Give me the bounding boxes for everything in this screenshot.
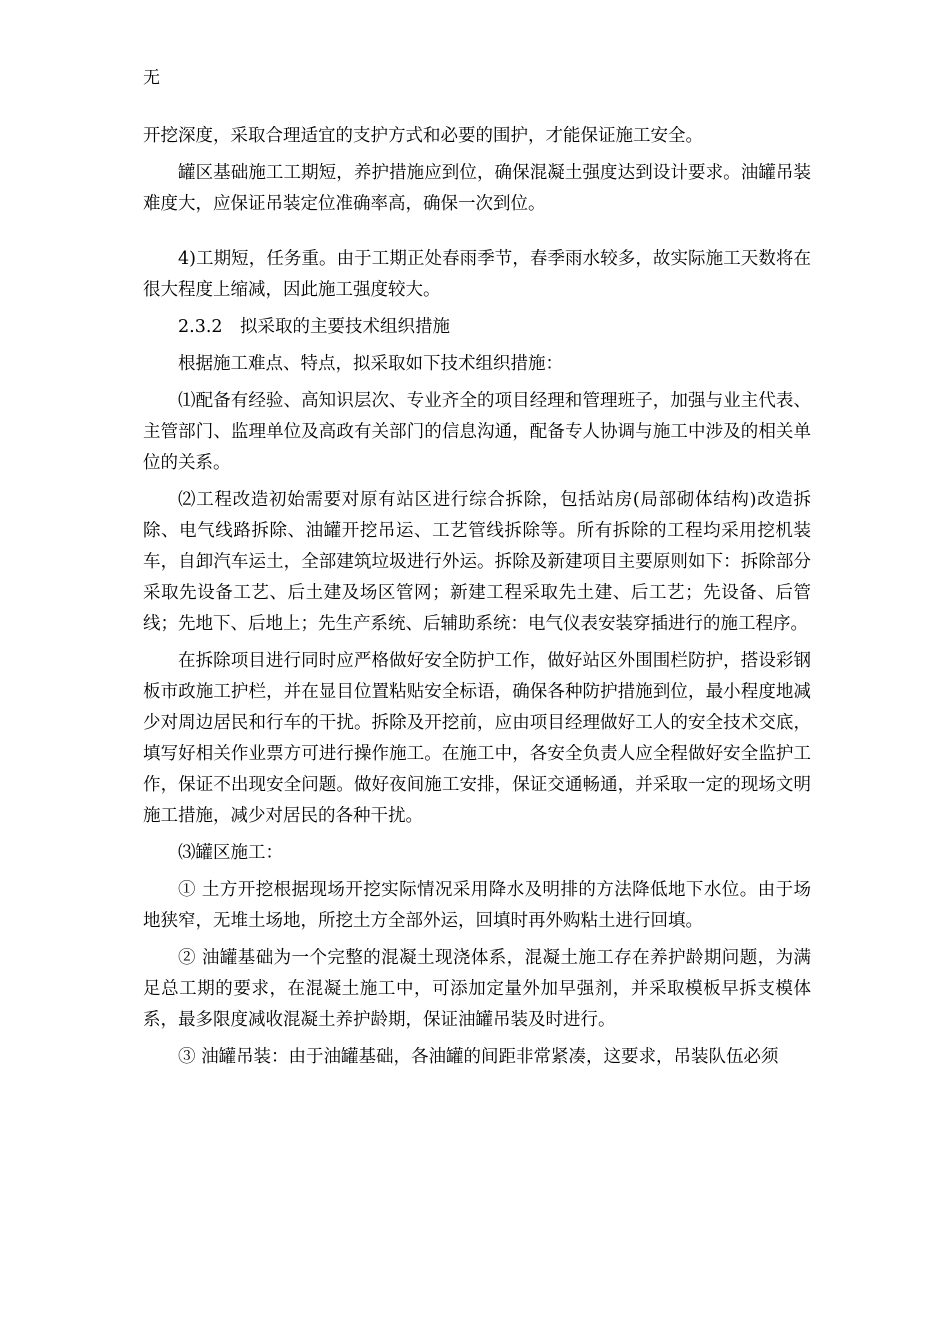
paragraph-subitem-1-earthwork: ① 土方开挖根据现场开挖实际情况采用降水及明排的方法降低地下水位。由于场地狭窄，无堆土场地，所挖土方全部外运，回填时再外购粘土进行回填。 — [143, 880, 811, 931]
paragraph-demolition-safety: 在拆除项目进行同时应严格做好安全防护工作，做好站区外围围栏防护，搭设彩钢板市政施工护栏，并在显目位置粘贴安全标语，确保各种防护措施到位，最小程度地减少对周边居民和行车的干扰。拆除及开挖前，应由项目经理做好工人的安全技术交底，填写好相关作业票方可进行操作施工。在施工中，各安全负责人应全程做好安全监护工作，保证不出现安全问题。做好夜间施工安排，保证交通畅通，并采取一定的现场文明施工措施，减少对居民的各种干扰。 — [143, 651, 811, 826]
document-body — [143, 121, 811, 1079]
paragraph-subitem-2-concrete: ② 油罐基础为一个完整的混凝土现浇体系，混凝土施工存在养护龄期问题，为满足总工期的要求，在混凝土施工中，可添加定量外加早强剂，并采取模板早拆支模体系，最多限度减收混凝土养护龄期，保证油罐吊装及时进行。 — [143, 948, 811, 1030]
paragraph-excavation-safety: 开挖深度，采取合理适宜的支护方式和必要的围护，才能保证施工安全。 — [143, 126, 703, 146]
paragraph-item-3-tank-area: ⑶罐区施工： — [178, 843, 283, 863]
paragraph-subitem-3-hoisting: ③ 油罐吊装：由于油罐基础，各油罐的间距非常紧凑，这要求，吊装队伍必须 — [178, 1047, 779, 1067]
paragraph-item-1-management: ⑴配备有经验、高知识层次、专业齐全的项目经理和管理班子，加强与业主代表、主管部门、监理单位及高政有关部门的信息沟通，配备专人协调与施工中涉及的相关单位的关系。 — [143, 391, 811, 473]
paragraph-tank-foundation: 罐区基础施工工期短，养护措施应到位，确保混凝土强度达到设计要求。油罐吊装难度大，应保证吊装定位准确率高，确保一次到位。 — [143, 163, 811, 214]
page-header: 无 — [143, 68, 160, 88]
section-heading-2-3-2: 2.3.2 拟采取的主要技术组织措施 — [178, 317, 451, 337]
paragraph-schedule-pressure: 4)工期短，任务重。由于工期正处春雨季节，春季雨水较多，故实际施工天数将在很大程度上缩减，因此施工强度较大。 — [143, 249, 811, 300]
paragraph-item-2-demolition: ⑵工程改造初始需要对原有站区进行综合拆除，包括站房(局部砌体结构)改造拆除、电气线路拆除、油罐开挖吊运、工艺管线拆除等。所有拆除的工程均采用挖机装车，自卸汽车运土，全部建筑垃圾进行外运。拆除及新建项目主要原则如下：拆除部分采取先设备工艺、后土建及场区管网；新建工程采取先土建、后工艺；先设备、后管线；先地下、后地上；先生产系统、后辅助系统：电气仪表安装穿插进行的施工程序。 — [143, 490, 811, 634]
paragraph-measures-intro: 根据施工难点、特点，拟采取如下技术组织措施： — [178, 354, 563, 374]
